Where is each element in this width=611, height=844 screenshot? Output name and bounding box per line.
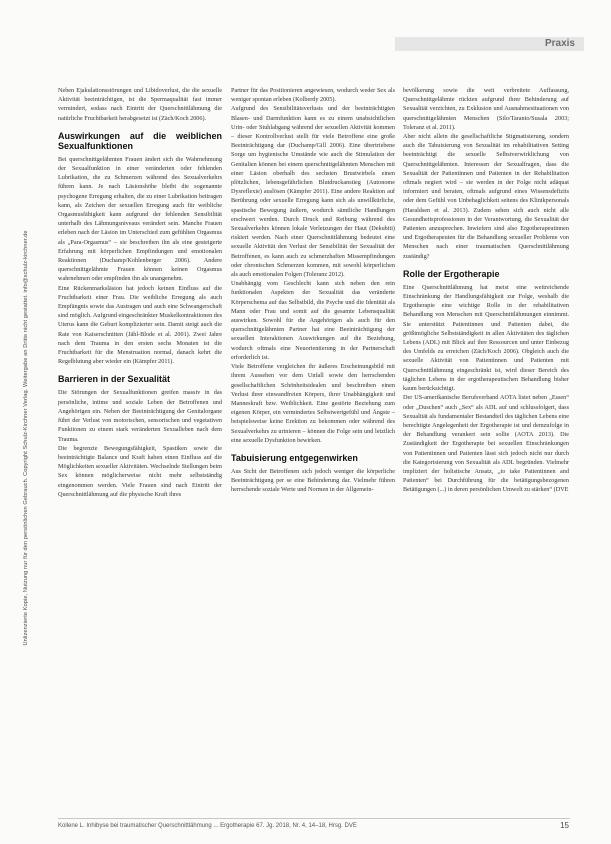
text-column-2 — [231, 86, 395, 495]
section-heading: Rolle der Ergotherapie — [403, 268, 500, 279]
text-column-3 — [403, 86, 569, 495]
footer-divider — [58, 818, 570, 819]
paragraph: Unabhängig vom Geschlecht kann sich neben den rein funktionalen Aspekten der Sexualität das veränderte Körperschema auf das Selbstbild, die Psyche und die Identität als Mann oder Frau und somit auf die gesamte Lebensqualität auswirken. Sowohl für die Angehörigen als auch für den querschnittgelähmten Partner hat eine Beeinträchtigung der sexuellen Interaktionen Auswirkungen auf die Beziehung, wodurch oftmals eine Neuorientierung in der Partnerschaft erforderlich ist. — [231, 280, 395, 361]
paragraph: Aber nicht allein die gesellschaftliche Stigmatisierung, sondern auch die Tabuisierung von Sexualität im rehabilitativen Setting beeinträchtigt die sexuelle Selbstverwirklichung von Querschnittgelähmten. Interessen der Sexualfragen, dass die Sexualität der Patientinnen und Patienten in der Rehabilitation oftmals negiert wird – sie werden in der Folge nicht adäquat informiert und beraten, oftmals aufgrund eines Wissensdefizits oder dem Gefühl von Unbehaglichkeit seitens des Klinikpersonals (Haraldsen et al. 2013). Zudem sehen sich auch nicht alle Gesundheitsprofessionen in der Verantwortung, die Sexualität der Patienten anzusprechen. Inwiefern sind also Ergotherapeutinnen und Ergotherapeuten für die Behandlung sexueller Probleme von Menschen nach einer traumatischen Querschnittlähmung zuständig? — [403, 133, 569, 260]
paragraph: Eine Querschnittlähmung hat meist eine weitreichende Einschränkung der Handlungsfähigkeit zur Folge, weshalb die Ergotherapie eine wichtige Rolle in der rehabilitativen Behandlung von Menschen mit Querschnittlähmungen einnimmt. Sie unterstützt Patientinnen und Patienten dabei, die größtmögliche Selbstständigkeit in allen Aktivitäten des täglichen Lebens (ADL) mit Blick auf ihre Ressourcen und unter Einbezug des Umfelds zu erreichen (Zäch/Koch 2006). Obgleich auch die sexuelle Aktivität von Patientinnen und Patienten mit Querschnittlähmung eingeschränkt ist, wird dieser Bereich des täglichen Lebens in der ergotherapeutischen Behandlung bisher kaum berücksichtigt. — [403, 283, 569, 393]
section-heading: Auswirkungen auf die weiblichen Sexualfunktionen — [58, 130, 222, 151]
paragraph: Eine Rückenmarksläsion hat jedoch keinen Einfluss auf die Fruchtbarkeit einer Frau. Die weibliche Erregung als auch Empfängnis sowie das Austragen und auch eine Schwangerschaft sind möglich. Aufgrund eingeschränkter Muskelkontraktionen des Uterus kann die Geburt komplizierter sein. Damit steigt auch die Rate von Kaiserschnitten (Jähl-Blode et al. 2001). Zwei Jahre nach dem Trauma in den ersten sechs Monaten ist die Fruchtbarkeit für die Menstruation normal, danach kehrt die Regelblutung aber wieder ein (Kämpfer 2011). — [58, 284, 222, 366]
paragraph: Partner für das Positionieren angewiesen, wodurch weder Sex als weniger spontan erleben (Kolberdy 2005). — [231, 87, 395, 104]
paragraph: Bei querschnittgelähmten Frauen ändert sich die Wahrnehmung der Sexualfunktion in einer veränderten oder fehlenden Lubrikation, die zu Schmerzen während des Sexualverkehrs führen kann. Je nach Läsionshöhe bleibt die sogenannte psychogene Erregung erhalten, die zu einer Lubrikation beitragen kann, als Zeichen der sexuellen Erregung auch für weibliche Orgasmusfähigkeit kann aufgrund der fehlenden Sensibilität unterhalb des Lähmungsniveaus verändert sein. Manche Frauen erleben nach der Läsion im Unterschied zum gefühlten Orgasmus als „Para-Orgasmus“ – sie beschreiben ihn als eine gesteigerte Erfahrung mit körperlichen Empfindungen und emotionalen Reaktionen (Duchamp/Kohlenberger 2006). Andere querschnittgelähmte Frauen können keinen Orgasmus wahrnehmen oder empfinden ihn als unangenehm. — [58, 155, 222, 283]
paragraph: Aufgrund des Sensibilitätsverlusts und der beeinträchtigten Blasen- und Darmfunktion kann es zu einem unabsichtlichen Urin- oder Stuhlabgang während der sexuellen Aktivität kommen – dieser Kontrollverlust stellt für viele Betroffene eine große Beeinträchtigung dar (Duchamp/Gill 2006). Eine übertriebene Sorge um hygienische Umstände wie auch die Stimulation der Genitalien können bei einem querschnittgelähmten Menschen mit einer Läsion oberhalb des sechsten Brustwirbels einen plötzlichen, lebensgefährlichen Blutdruckanstieg (Autonome Dysreflexie) auslösen (Kämpfer 2011). Eine andere Reaktion auf Berührung oder sexuelle Erregung kann sich als unwillkürliche, spastische Bewegung äußern, wodurch sämtliche Handlungen erschwert werden. Durch Druck und Reibung während des Sexualverkehrs können lokale Verletzungen der Haut (Dekubiti) riskiert werden. Nach einer Querschnittlähmung bedeutet eine sexuelle Aktivität den Verlust der Sensibilität der Sexualität der Betroffenen, es kann auch zu schmerzhaften Missempfindungen oder chronischen Schmerzen kommen, mit sowohl körperlichen als auch emotionalen Folgen (Toleranz 2012). — [231, 105, 395, 279]
paragraph: Neben Ejakulationsstörungen und Libidoverlust, die die sexuelle Aktivität beeinträchtigen, ist die Spermaqualität fast immer vermindert, sodass nach Eintritt der Querschnittlähmung die natürliche Fruchtbarkeit herabgesetzt ist (Zäch/Koch 2006). — [58, 87, 222, 122]
text-column-1 — [58, 86, 222, 499]
paragraph: Der US-amerikanische Berufsverband AOTA listet neben „Essen“ oder „Duschen“ auch „Sex“ als ADL auf und schlussfolgert, dass Sexualität als fundamentaler Bestandteil des täglichen Lebens eine berechtigte Angelegenheit der Ergotherapie ist und demzufolge in der Behandlung verankert sein sollte (AOTA 2013). Die Zuständigkeit der Ergotherapie bei sexuellen Einschränkungen von Patientinnen und Patienten lässt sich jedoch nicht nur durch die Kategorisierung von Sexualität als ADL begründen. Vielmehr impliziert der holistische Ansatz, „to take Patientinnen and Patienten“ bei Durchführung für die betätigungsbezogenen Betätigungen (...) in deren persönlichen Umwelt zu stärken“ (DVE — [403, 394, 569, 494]
paragraph: Viele Betroffene vergleichen ihr äußeres Erscheinungsbild mit ihrem Aussehen vor dem Unfall sowie den herrschenden gesellschaftlichen Schönheitsidealen und beschreiben einen Verlust ihrer einwandfreien Körpers, ihrer Unabhängigkeit und Manneskraft bzw. Weiblichkeit. Eine gestörte Beziehung zum eigenen Körper, ein vermindertes Selbstwertgefühl und Ängste – beispielsweise keine Erektion zu bekommen oder während des Sexualverkehrs zu urinieren – können die Folge sein und letztlich eine sexuelle Dysfunktion bewirken. — [231, 363, 395, 444]
copyright-side-note — [18, 58, 34, 818]
paragraph: Die begrenzte Bewegungsfähigkeit, Spastiken sowie die beeinträchtigte Balance und Kraft haben einen Einfluss auf die Möglichkeiten sexueller Aktivitäten. Wechselnde Stellungen beim Sex können möglicherweise nicht mehr selbstständig eingenommen werden. Viele Frauen sind nach Eintritt der Querschnittlähmung auf die physische Kraft ihres — [58, 444, 222, 498]
footer-citation: Kollene L. Inhibyse bei traumatischer Querschnittlähmung ... Ergotherapie 67. Jg. 2018, Nr. 4, 14–18, Hrsg. DVE — [58, 823, 357, 829]
paragraph: bevölkerung sowie die weit verbreitete Auffassung, Querschnittgelähmte rückten aufgrund ihrer Behinderung auf Sexualität verzichten, zu Exklusion und Ausnahmesituationen von querschnittgelähmten Menschen (Silo/Taranto/Susala 2003; Toleranz et al. 2011). — [403, 87, 569, 131]
section-heading: Tabuisierung entgegenwirken — [231, 452, 358, 463]
paragraph: Die Störungen der Sexualfunktionen greifen massiv in das persönliche, intime und soziale Leben der Betroffenen und Angehörigen ein. Neben der Beeinträchtigung der Genitalorgane führt der Verlust von motorischen, sensorischen und vegetativen Funktionen zu einem stark veränderten Sexualleben nach dem Trauma. — [58, 389, 222, 443]
copyright-side-note-text: Unlizenzierte Kopie, Nutzung nur für den persönlichen Gebrauch. Copyright Schulz-Kirchner Verlag. Weitergabe an Dritte nicht gestattet. info@schulz-kirchner.de — [23, 230, 29, 646]
section-label: Praxis — [544, 38, 575, 49]
paragraph: Aus Sicht der Betroffenen sich jedoch weniger die körperliche Beeinträchtigung per se eine Behinderung dar. Vielmehr führen herrschende soziale Werte und Normen in der Allgemein- — [231, 467, 395, 494]
section-heading: Barrieren in der Sexualität — [58, 374, 171, 385]
page-number: 15 — [560, 821, 569, 830]
